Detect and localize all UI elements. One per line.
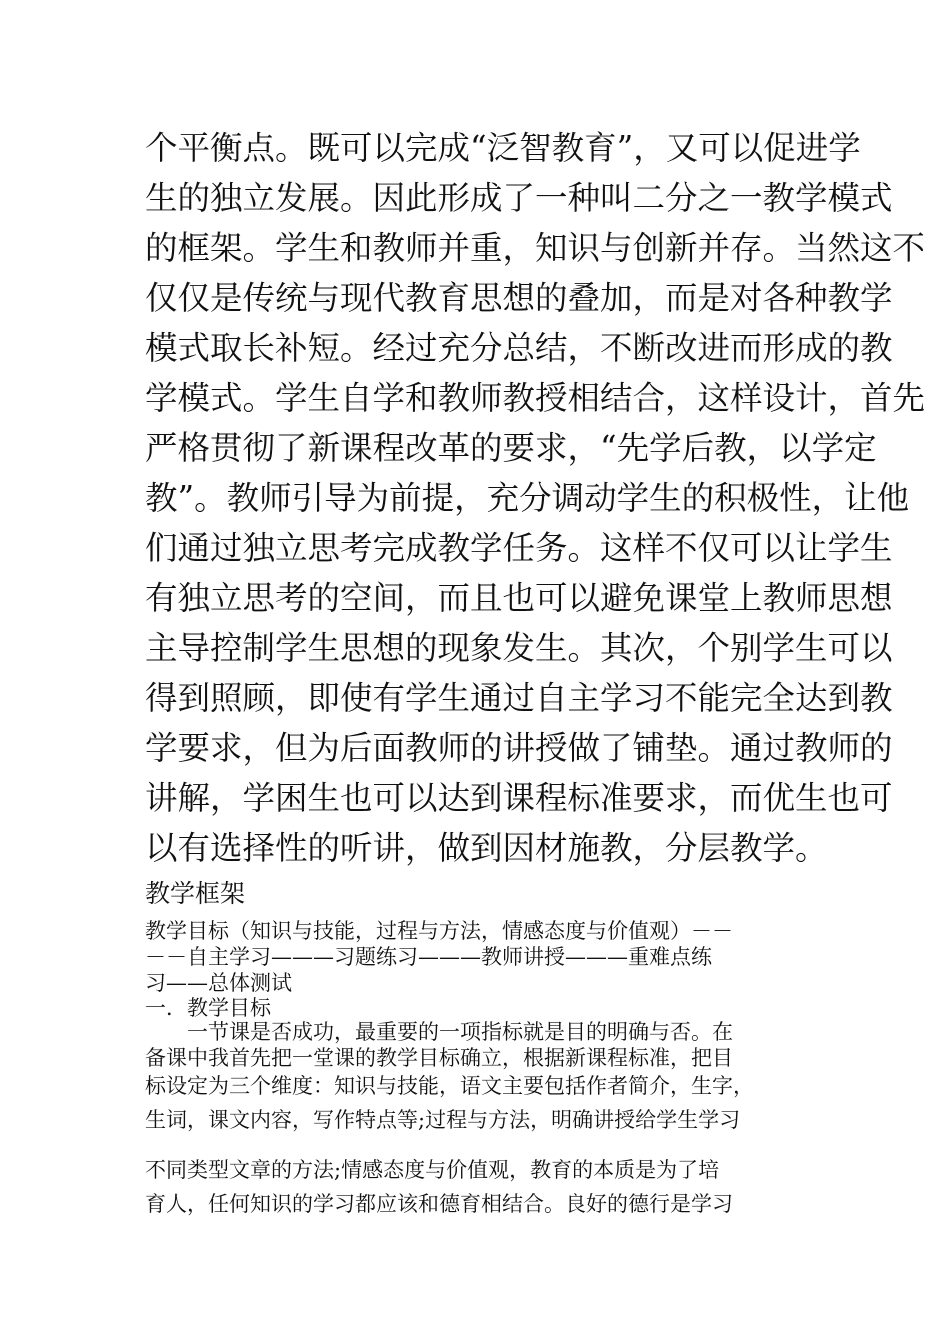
paragraph-line: 们通过独立思考完成教学任务。这样不仅可以让学生 (145, 529, 893, 567)
framework-flow-line: 习——总体测试 (145, 971, 292, 995)
section-heading-objectives: 一．教学目标 (145, 996, 271, 1020)
paragraph-line: 得到照顾，即使有学生通过自主学习不能完全达到教 (145, 679, 893, 717)
paragraph-line: 个平衡点。既可以完成“泛智教育”，又可以促进学 (145, 129, 861, 167)
objectives-line: 一节课是否成功，最重要的一项指标就是目的明确与否。在 (145, 1020, 733, 1044)
paragraph-line: 有独立思考的空间，而且也可以避免课堂上教师思想 (145, 579, 893, 617)
objectives-line: 不同类型文章的方法;情感态度与价值观，教育的本质是为了培 (145, 1158, 720, 1182)
paragraph-line: 严格贯彻了新课程改革的要求，“先学后教，以学定 (145, 429, 877, 467)
paragraph-line: 教”。教师引导为前提，充分调动学生的积极性，让他 (145, 479, 910, 517)
objectives-line: 育人，任何知识的学习都应该和德育相结合。良好的德行是学习 (145, 1192, 733, 1216)
paragraph-line: 主导控制学生思想的现象发生。其次，个别学生可以 (145, 629, 893, 667)
objectives-line: 标设定为三个维度：知识与技能，语文主要包括作者简介，生字， (145, 1074, 754, 1098)
paragraph-line: 的框架。学生和教师并重，知识与创新并存。当然这不 (145, 229, 926, 267)
paragraph-line: 讲解，学困生也可以达到课程标准要求，而优生也可 (145, 779, 893, 817)
objectives-line: 生词，课文内容，写作特点等;过程与方法，明确讲授给学生学习 (145, 1108, 741, 1132)
paragraph-line: 仅仅是传统与现代教育思想的叠加，而是对各种教学 (145, 279, 893, 317)
framework-heading: 教学框架 (145, 879, 246, 908)
paragraph-line: 学要求，但为后面教师的讲授做了铺垫。通过教师的 (145, 729, 893, 767)
paragraph-line: 以有选择性的听讲，做到因材施教，分层教学。 (145, 829, 828, 867)
objectives-line: 备课中我首先把一堂课的教学目标确立，根据新课程标准，把目 (145, 1046, 733, 1070)
paragraph-line: 学模式。学生自学和教师教授相结合，这样设计，首先 (145, 379, 926, 417)
framework-flow-line: 教学目标（知识与技能，过程与方法，情感态度与价值观）－－ (145, 919, 733, 943)
paragraph-line: 模式取长补短。经过充分总结，不断改进而形成的教 (145, 329, 893, 367)
paragraph-line: 生的独立发展。因此形成了一种叫二分之一教学模式 (145, 179, 893, 217)
framework-flow-line: －－自主学习———习题练习———教师讲授———重难点练 (145, 945, 712, 969)
